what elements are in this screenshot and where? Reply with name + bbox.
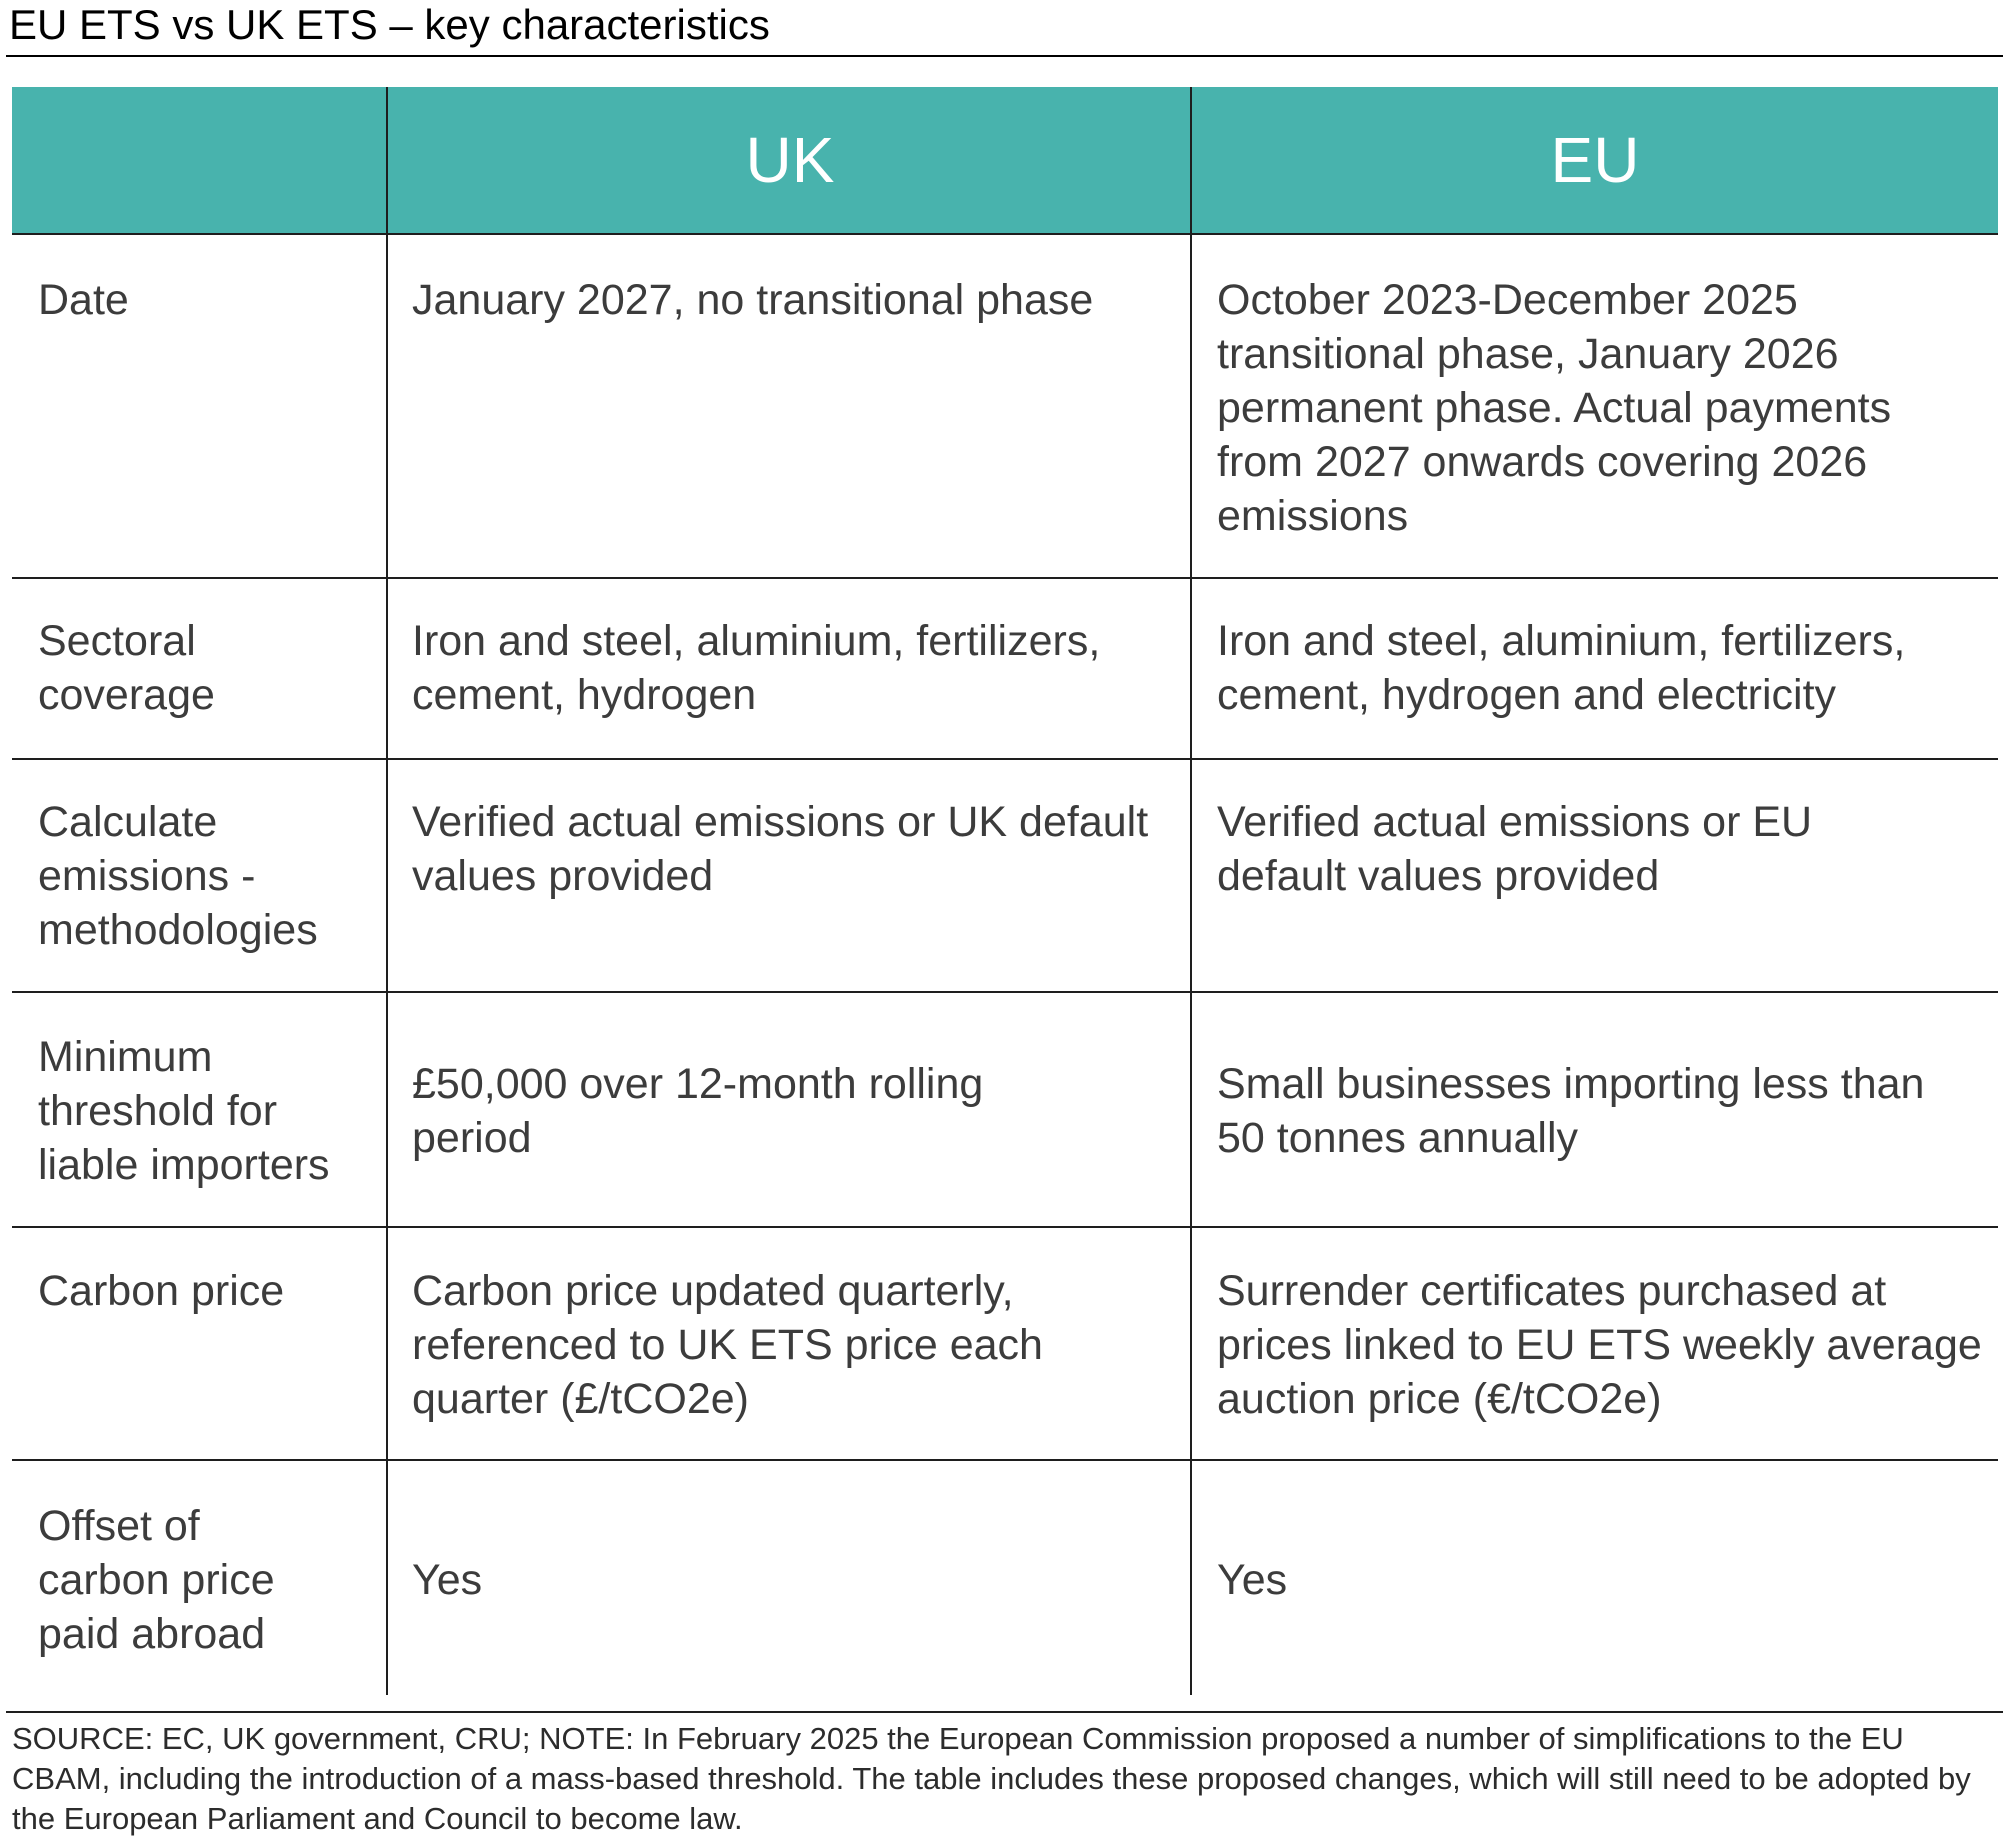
- eu-cell: Yes: [1217, 1556, 1288, 1604]
- footer-divider: [6, 1711, 2003, 1713]
- row-divider: [12, 758, 1998, 760]
- eu-cell: Verified actual emissions or EU default values provided: [1217, 798, 1813, 900]
- uk-cell: £50,000 over 12-month rolling period: [412, 1060, 984, 1162]
- row-divider: [12, 1226, 1998, 1228]
- title-divider: [6, 55, 2003, 57]
- uk-cell: January 2027, no transitional phase: [412, 276, 1094, 324]
- source-note: SOURCE: EC, UK government, CRU; NOTE: In February 2025 the European Commission proposed a number of simplifications to the EU CBAM, including the introduction of a mass-based threshold. The table includes these proposed changes, which will still need to be adopted by the European Parliament and Council to become law.: [12, 1721, 1971, 1836]
- row-label: Carbon price: [38, 1267, 285, 1315]
- column-header-uk: UK: [745, 124, 835, 196]
- column-divider: [1190, 87, 1192, 1695]
- eu-cell: Iron and steel, aluminium, fertilizers, cement, hydrogen and electricity: [1217, 617, 1906, 719]
- uk-cell: Iron and steel, aluminium, fertilizers, cement, hydrogen: [412, 617, 1101, 719]
- eu-cell: October 2023-December 2025 transitional phase, January 2026 permanent phase. Actual payments from 2027 onwards covering 2026 emissions: [1217, 276, 1892, 540]
- row-divider: [12, 233, 1998, 235]
- eu-cell: Small businesses importing less than 50 tonnes annually: [1217, 1060, 1925, 1162]
- row-label: Sectoral coverage: [38, 617, 215, 719]
- eu-cell: Surrender certificates purchased at prices linked to EU ETS weekly average auction price (€/tCO2e): [1217, 1267, 1982, 1423]
- row-label: Offset of carbon price paid abroad: [38, 1502, 275, 1658]
- uk-cell: Verified actual emissions or UK default values provided: [412, 798, 1149, 900]
- row-divider: [12, 1459, 1998, 1461]
- page-title: EU ETS vs UK ETS – key characteristics: [9, 1, 770, 48]
- row-divider: [12, 577, 1998, 579]
- row-divider: [12, 991, 1998, 993]
- uk-cell: Yes: [412, 1556, 483, 1604]
- row-label: Date: [38, 276, 129, 324]
- column-divider: [386, 87, 388, 1695]
- row-label: Minimum threshold for liable importers: [38, 1033, 330, 1189]
- row-label: Calculate emissions - methodologies: [38, 798, 318, 954]
- column-header-eu: EU: [1550, 124, 1640, 196]
- uk-cell: Carbon price updated quarterly, referenced to UK ETS price each quarter (£/tCO2e): [412, 1267, 1043, 1423]
